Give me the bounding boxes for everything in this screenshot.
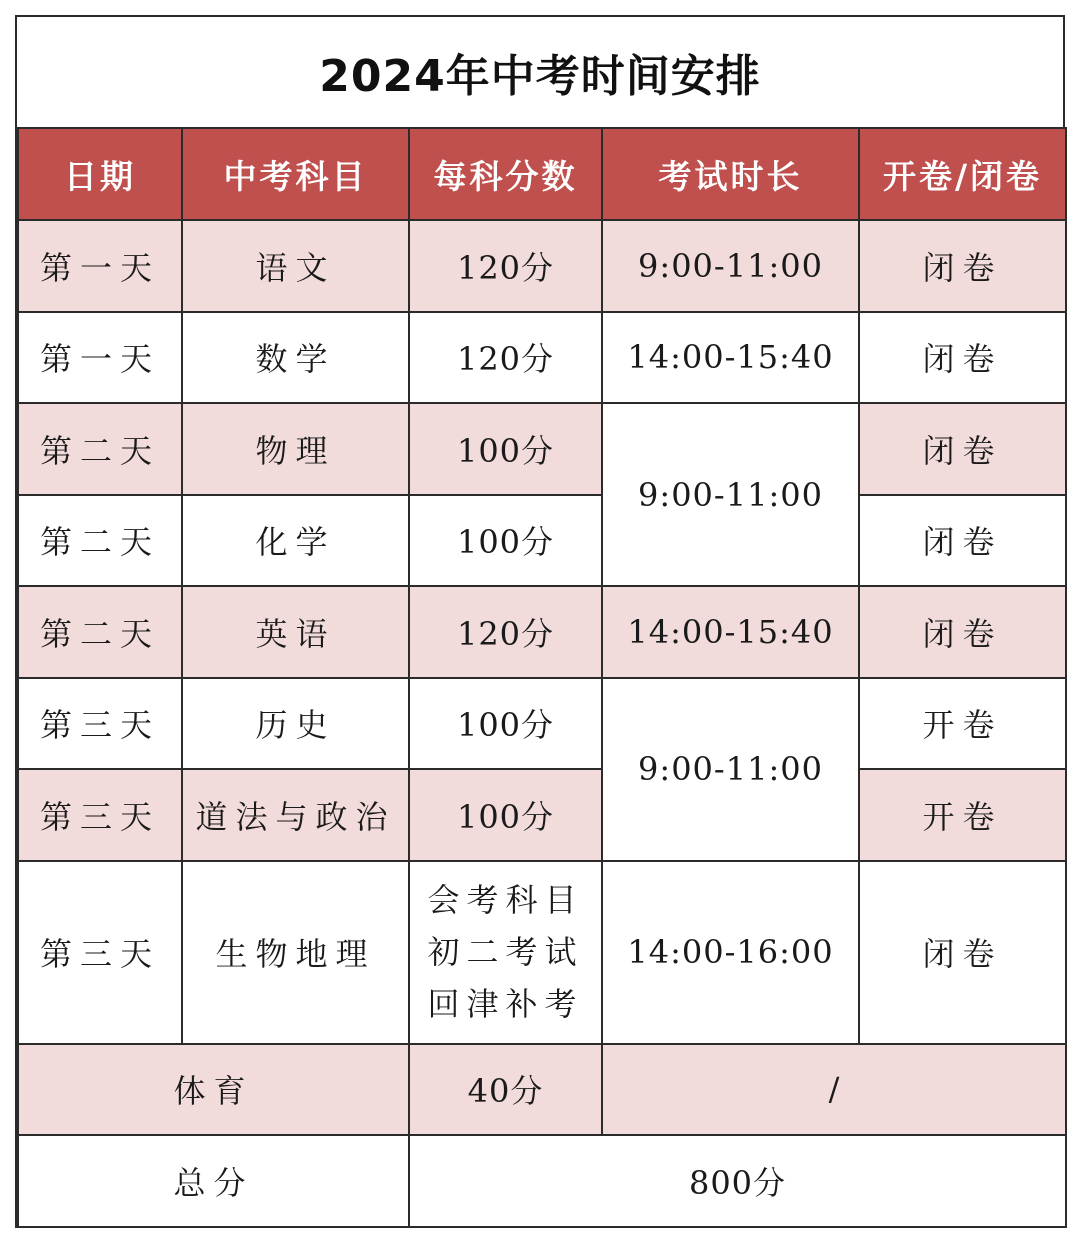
header-score: 每科分数 (409, 128, 602, 220)
cell-subject: 生物地理 (182, 861, 409, 1044)
cell-day: 第三天 (18, 678, 182, 770)
cell-mode: 闭卷 (859, 586, 1066, 678)
cell-score: 120分 (409, 220, 602, 312)
cell-time: 14:00-15:40 (602, 312, 859, 404)
pe-note: / (602, 1044, 1066, 1136)
cell-time: 14:00-16:00 (602, 861, 859, 1044)
table-row (18, 403, 1066, 495)
cell-subject: 数学 (182, 312, 409, 404)
cell-mode: 闭卷 (859, 220, 1066, 312)
schedule-table (17, 127, 1067, 1228)
pe-score: 40分 (409, 1044, 602, 1136)
table-row (18, 312, 1066, 404)
header-row (18, 128, 1066, 220)
header-exam-mode: 开卷/闭卷 (859, 128, 1066, 220)
cell-day: 第二天 (18, 403, 182, 495)
cell-day: 第二天 (18, 586, 182, 678)
cell-time-merged: 9:00-11:00 (602, 678, 859, 861)
cell-day: 第三天 (18, 769, 182, 861)
pe-row (18, 1044, 1066, 1136)
cell-subject: 道法与政治 (182, 769, 409, 861)
cell-time-merged: 9:00-11:00 (602, 403, 859, 586)
table-row (18, 769, 1066, 861)
header-date: 日期 (18, 128, 182, 220)
cell-score-note (409, 861, 602, 1044)
cell-score: 100分 (409, 495, 602, 587)
table-row (18, 586, 1066, 678)
cell-mode: 闭卷 (859, 403, 1066, 495)
cell-mode: 闭卷 (859, 312, 1066, 404)
pe-label: 体育 (18, 1044, 409, 1136)
table-row (18, 861, 1066, 1044)
score-note-line: 初二考试 (427, 933, 584, 971)
cell-subject: 语文 (182, 220, 409, 312)
total-label: 总分 (18, 1135, 409, 1227)
score-note-line: 回津补考 (427, 985, 584, 1023)
cell-subject: 英语 (182, 586, 409, 678)
cell-time: 9:00-11:00 (602, 220, 859, 312)
total-row (18, 1135, 1066, 1227)
cell-mode: 开卷 (859, 678, 1066, 770)
cell-score: 120分 (409, 312, 602, 404)
cell-score: 100分 (409, 678, 602, 770)
schedule-sheet (15, 15, 1065, 1228)
cell-mode: 开卷 (859, 769, 1066, 861)
cell-subject: 历史 (182, 678, 409, 770)
page-title: 2024年中考时间安排 (319, 51, 761, 102)
cell-score: 100分 (409, 403, 602, 495)
cell-day: 第一天 (18, 220, 182, 312)
cell-subject: 物理 (182, 403, 409, 495)
header-duration: 考试时长 (602, 128, 859, 220)
cell-mode: 闭卷 (859, 495, 1066, 587)
cell-time: 14:00-15:40 (602, 586, 859, 678)
table-row (18, 678, 1066, 770)
cell-score: 100分 (409, 769, 602, 861)
cell-day: 第一天 (18, 312, 182, 404)
table-row (18, 220, 1066, 312)
cell-score: 120分 (409, 586, 602, 678)
header-subject: 中考科目 (182, 128, 409, 220)
cell-day: 第二天 (18, 495, 182, 587)
total-score: 800分 (409, 1135, 1066, 1227)
cell-subject: 化学 (182, 495, 409, 587)
cell-day: 第三天 (18, 861, 182, 1044)
table-row (18, 495, 1066, 587)
cell-mode: 闭卷 (859, 861, 1066, 1044)
score-note-line: 会考科目 (427, 881, 584, 919)
